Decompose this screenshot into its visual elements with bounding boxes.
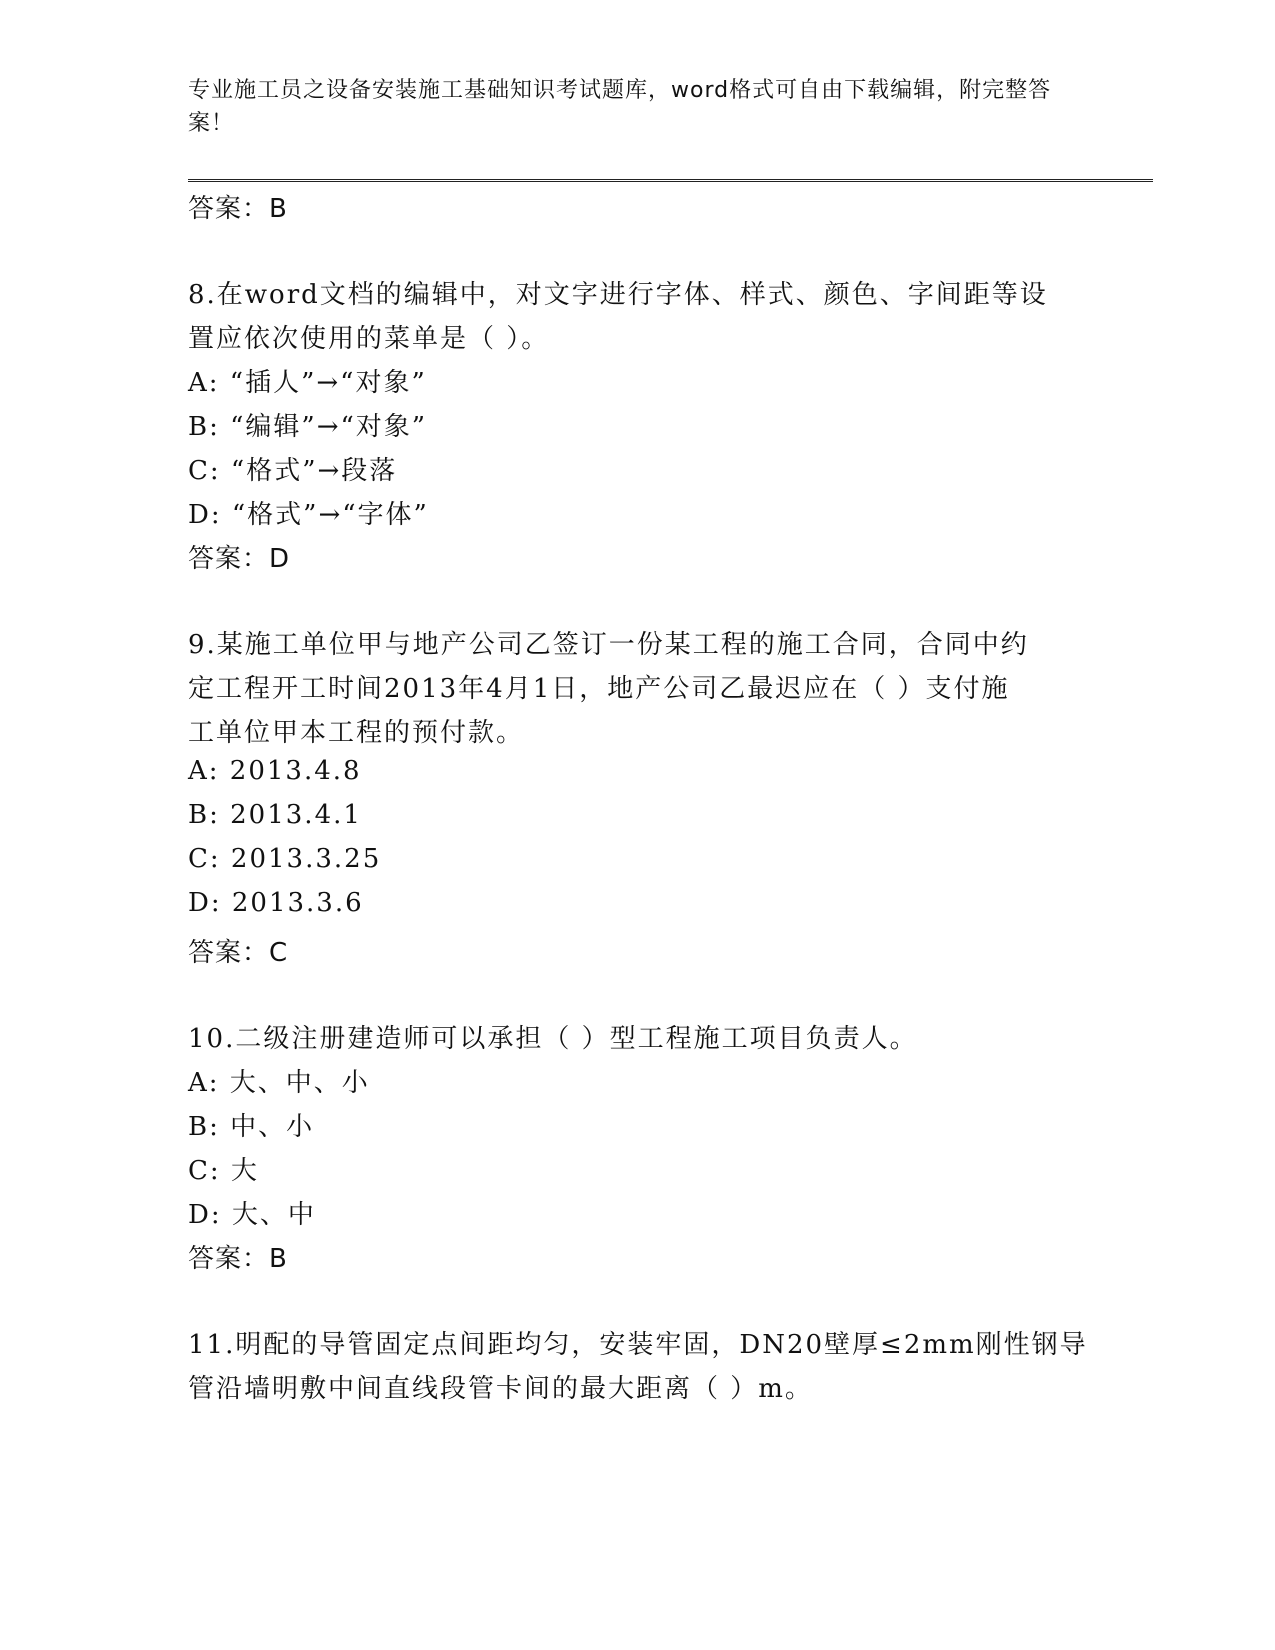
- question-9-option-c: C: 2013.3.25: [188, 844, 382, 874]
- question-9-option-d: D: 2013.3.6: [188, 888, 364, 918]
- question-8-line-1: 8.在word文档的编辑中，对文字进行字体、样式、颜色、字间距等设: [188, 280, 1048, 310]
- question-9-option-b: B: 2013.4.1: [188, 800, 362, 830]
- question-9-line-3: 工单位甲本工程的预付款。: [188, 718, 525, 748]
- answer-q8: 答案：D: [188, 544, 291, 574]
- question-10-option-c: C: 大: [188, 1156, 259, 1186]
- question-10-option-a: A: 大、中、小: [188, 1068, 370, 1098]
- question-11-line-2: 管沿墙明敷中间直线段管卡间的最大距离（ ）m。: [188, 1374, 813, 1404]
- question-11-line-1: 11.明配的导管固定点间距均匀，安装牢固，DN20壁厚≤2mm刚性钢导: [188, 1330, 1088, 1360]
- header-divider: [188, 179, 1153, 182]
- question-8-line-2: 置应依次使用的菜单是（ ）。: [188, 324, 550, 354]
- question-10-line-1: 10.二级注册建造师可以承担（ ）型工程施工项目负责人。: [188, 1024, 918, 1054]
- question-8-option-d: D: “格式”→“字体”: [188, 500, 429, 530]
- question-10-option-b: B: 中、小: [188, 1112, 315, 1142]
- question-8-option-b: B: “编辑”→“对象”: [188, 412, 428, 442]
- question-10-option-d: D: 大、中: [188, 1200, 316, 1230]
- question-9-line-1: 9.某施工单位甲与地产公司乙签订一份某工程的施工合同，合同中约: [188, 630, 1029, 660]
- answer-q10: 答案：B: [188, 1244, 288, 1274]
- answer-q9: 答案：C: [188, 938, 289, 968]
- question-8-option-a: A: “插人”→“对象”: [188, 368, 427, 398]
- document-header: 专业施工员之设备安装施工基础知识考试题库，word格式可自由下载编辑，附完整答案！: [188, 78, 1052, 136]
- answer-q7: 答案：B: [188, 194, 288, 224]
- question-8-option-c: C: “格式”→段落: [188, 456, 398, 486]
- question-9-line-2: 定工程开工时间2013年4月1日，地产公司乙最迟应在（ ）支付施: [188, 674, 1010, 704]
- question-9-option-a: A: 2013.4.8: [188, 756, 362, 786]
